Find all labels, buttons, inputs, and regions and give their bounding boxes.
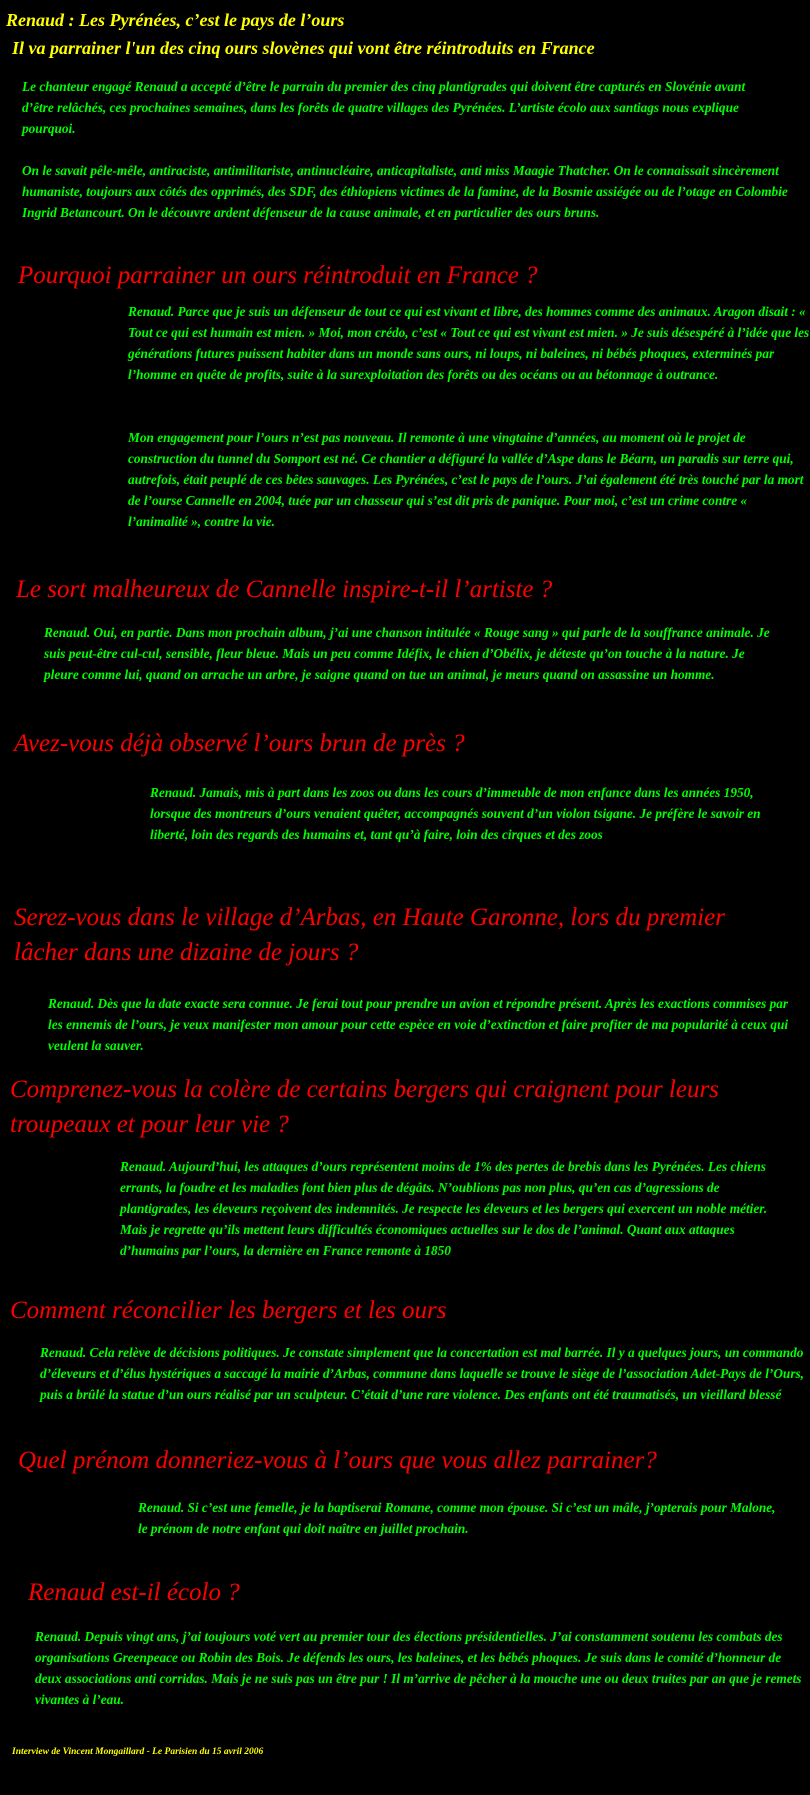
answer-paragraph: Renaud. Aujourd’hui, les attaques d’ours représentent moins de 1% des pertes de brebis dans les Pyrénées. Les chiens errants, la foudre et les maladies font bien plus de dégâts. N’oublions pas non plus, qu’en cas d’agressions de plantigrades, les éleveurs reçoivent des indemnités. Je respecte les éleveurs et les bergers qui exercent un noble métier. Mais je regrette qu’ils mettent leurs difficultés économiques actuelles sur le dos de l’animal. Quant aux attaques d’humains par l’ours, la dernière en France remonte à 1850 — [120, 1159, 768, 1258]
intro-paragraph: Le chanteur engagé Renaud a accepté d’être le parrain du premier des cinq plantigrades qui doivent être capturés en Slovénie avant d’être relâchés, ces prochaines semaines, dans les forêts de quatre villages des Pyrénées. L’artiste écolo aux santiags nous explique pourquoi. — [22, 79, 746, 136]
interview-credit: Interview de Vincent Mongaillard - Le Parisien du 15 avril 2006 — [12, 1747, 264, 1757]
answer-paragraph: Renaud. Depuis vingt ans, j’ai toujours voté vert au premier tour des élections présidentielles. J’ai constamment soutenu les combats des organisations Greenpeace ou Robin des Bois. Je défends les ours, les baleines, et les bébés phoques. Je suis dans le comité d’honneur de deux associations anti corridas. Mais je ne suis pas un être pur ! Il m’arrive de pêcher à la mouche une ou deux truites par an que je remets vivantes à l’eau. — [35, 1629, 802, 1707]
page-title: Renaud : Les Pyrénées, c’est le pays de l’ours — [6, 10, 345, 30]
answer-paragraph: Renaud. Si c’est une femelle, je la baptiserai Romane, comme mon épouse. Si c’est un mâle, j’opterais pour Malone, le prénom de notre enfant qui doit naître en juillet prochain. — [138, 1500, 776, 1536]
answer-paragraph: Renaud. Cela relève de décisions politiques. Je constate simplement que la concertation est mal barrée. Il y a quelques jours, un commando d’éleveurs et d’élus hystériques a saccagé la mairie d’Arbas, commune dans laquelle se trouve le siège de l’association Adet-Pays de l’Ours, puis a brûlé la statue d’un ours réalisé par un sculpteur. C’était d’une rare violence. Des enfants ont été traumatisés, un vieillard blessé — [40, 1345, 805, 1402]
answer-paragraph: Renaud. Oui, en partie. Dans mon prochain album, j’ai une chanson intitulée « Rouge sang » qui parle de la souffrance animale. Je suis peut-être cul-cul, sensible, fleur bleue. Mais un peu comme Idéfix, le chien d’Obélix, je déteste qu’on touche à la nature. Je pleure comme lui, quand on arrache un arbre, je saigne quand on tue un animal, je meurs quand on assassine un homme. — [44, 625, 770, 682]
question-heading: Comment réconcilier les bergers et les ours — [10, 1297, 447, 1324]
intro-paragraph: On le savait pêle-mêle, antiraciste, antimilitariste, antinucléaire, anticapitaliste, anti miss Maagie Thatcher. On le connaissait sincèrement humaniste, toujours aux côtés des opprimés, des SDF, des éthiopiens victimes de la famine, de la Bosmie assiégée ou de l’otage en Colombie Ingrid Betancourt. On le découvre ardent défenseur de la cause animale, et en particulier des ours bruns. — [22, 163, 788, 220]
question-heading: Le sort malheureux de Cannelle inspire-t-il l’artiste ? — [16, 576, 553, 603]
question-heading: Serez-vous dans le village d’Arbas, en Haute Garonne, lors du premier lâcher dans une dizaine de jours ? — [14, 904, 725, 966]
question-heading: Comprenez-vous la colère de certains bergers qui craignent pour leurs troupeaux et pour leur vie ? — [10, 1076, 719, 1138]
answer-paragraph: Renaud. Dès que la date exacte sera connue. Je ferai tout pour prendre un avion et répondre présent. Après les exactions commises par les ennemis de l’ours, je veux manifester mon amour pour cette espèce en voie d’extinction et faire profiter de ma popularité à ceux qui veulent la sauver. — [48, 996, 789, 1053]
answer-paragraph: Renaud. Parce que je suis un défenseur de tout ce qui est vivant et libre, des hommes comme des animaux. Aragon disait : « Tout ce qui est humain est mien. » Moi, mon crédo, c’est « Tout ce qui est vivant est mien. » Je suis désespéré à l’idée que les générations futures puissent habiter dans un monde sans ours, ni loups, ni baleines, ni bébés phoques, exterminés par l’homme en quête de profits, suite à la surexploitation des forêts ou des océans ou au bétonnage à outrance. — [128, 304, 810, 382]
answer-paragraph: Renaud. Jamais, mis à part dans les zoos ou dans les cours d’immeuble de mon enfance dans les années 1950, lorsque des montreurs d’ours venaient quêter, accompagnés souvent d’un violon tsigane. Je préfère le savoir en liberté, loin des regards des humains et, tant qu’à faire, loin des cirques et des zoos — [150, 785, 761, 842]
question-heading: Renaud est-il écolo ? — [28, 1579, 240, 1606]
question-heading: Quel prénom donneriez-vous à l’ours que vous allez parrainer? — [18, 1447, 657, 1474]
answer-paragraph: Mon engagement pour l’ours n’est pas nouveau. Il remonte à une vingtaine d’années, au moment où le projet de construction du tunnel du Somport est né. Ce chantier a défiguré la vallée d’Aspe dans le Béarn, un paradis sur terre qui, autrefois, était peuplé de ces bêtes sauvages. Les Pyrénées, c’est le pays de l’ours. J’ai également été très touché par la mort de l’ourse Cannelle en 2004, tuée par un chasseur qui s’est dit pris de panique. Pour moi, c’est un crime contre « l’animalité », contre la vie. — [128, 430, 804, 529]
question-heading: Avez-vous déjà observé l’ours brun de près ? — [14, 730, 465, 757]
page-subtitle: Il va parrainer l'un des cinq ours slovènes qui vont être réintroduits en France — [12, 38, 595, 58]
question-heading: Pourquoi parrainer un ours réintroduit en France ? — [18, 262, 538, 289]
